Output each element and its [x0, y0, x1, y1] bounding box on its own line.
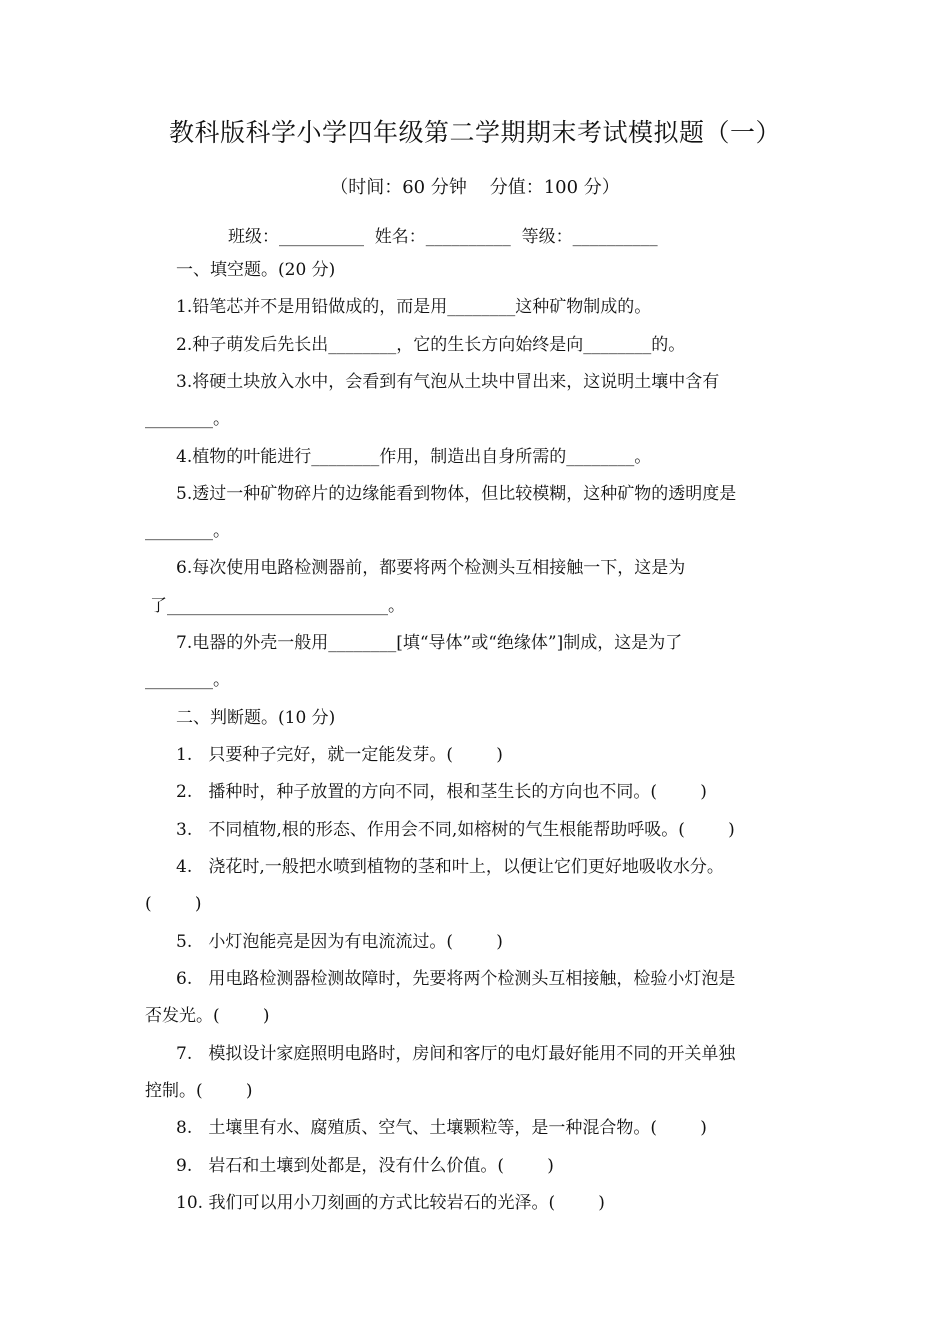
judgment-2: 2. 播种时，种子放置的方向不同，根和茎生长的方向也不同。( ): [176, 782, 707, 802]
question-4: 4.植物的叶能进行________作用，制造出自身所需的________。: [176, 447, 652, 467]
section-heading-judgment: 二、判断题。(10 分): [176, 708, 336, 728]
question-3-continued: ________。: [145, 409, 230, 429]
judgment-9: 9. 岩石和土壤到处都是，没有什么价值。( ): [176, 1156, 554, 1176]
judgment-8: 8. 土壤里有水、腐殖质、空气、土壤颗粒等，是一种混合物。( ): [176, 1118, 707, 1138]
student-info-line: 班级：__________ 姓名：__________ 等级：__________: [228, 227, 658, 247]
judgment-7: 7. 模拟设计家庭照明电路时，房间和客厅的电灯最好能用不同的开关单独: [176, 1044, 736, 1064]
question-5: 5.透过一种矿物碎片的边缘能看到物体，但比较模糊，这种矿物的透明度是: [176, 484, 737, 504]
judgment-3: 3. 不同植物,根的形态、作用会不同,如榕树的气生根能帮助呼吸。( ): [176, 820, 735, 840]
question-6: 6.每次使用电路检测器前，都要将两个检测头互相接触一下，这是为: [176, 558, 686, 578]
exam-subtitle: （时间：60 分钟 分值：100 分）: [330, 177, 620, 198]
section-heading-fill-blank: 一、填空题。(20 分): [176, 260, 336, 280]
judgment-6: 6. 用电路检测器检测故障时，先要将两个检测头互相接触，检验小灯泡是: [176, 969, 736, 989]
question-1: 1.铅笔芯并不是用铅做成的，而是用________这种矿物制成的。: [176, 297, 652, 317]
judgment-1: 1. 只要种子完好，就一定能发芽。( ): [176, 745, 503, 765]
question-7: 7.电器的外壳一般用________[填“导体”或“绝缘体”]制成，这是为了: [176, 633, 683, 653]
judgment-7-continued: 控制。( ): [145, 1081, 253, 1101]
question-7-continued: ________。: [145, 670, 230, 690]
question-5-continued: ________。: [145, 521, 230, 541]
judgment-6-continued: 否发光。( ): [145, 1006, 270, 1026]
question-6-continued: 了__________________________。: [150, 596, 405, 616]
judgment-5: 5. 小灯泡能亮是因为有电流流过。( ): [176, 932, 503, 952]
judgment-4-continued: ( ): [145, 894, 202, 914]
exam-title: 教科版科学小学四年级第二学期期末考试模拟题（一）: [168, 118, 781, 147]
judgment-4: 4. 浇花时,一般把水喷到植物的茎和叶上，以便让它们更好地吸收水分。: [176, 857, 724, 877]
question-2: 2.种子萌发后先长出________，它的生长方向始终是向________的。: [176, 335, 686, 355]
question-3: 3.将硬土块放入水中，会看到有气泡从土块中冒出来，这说明土壤中含有: [176, 372, 720, 392]
judgment-10: 10. 我们可以用小刀刻画的方式比较岩石的光泽。( ): [176, 1193, 605, 1213]
